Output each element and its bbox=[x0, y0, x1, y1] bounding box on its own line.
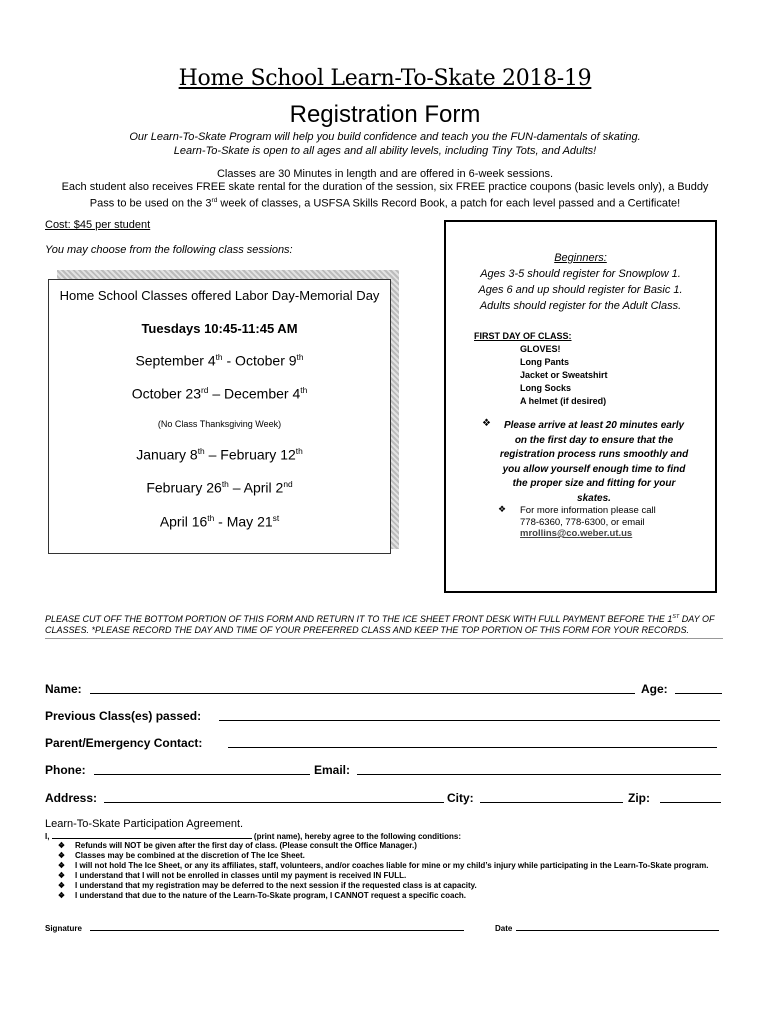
email-label: Email: bbox=[314, 763, 351, 777]
condition-item bbox=[45, 891, 725, 901]
condition-item bbox=[45, 881, 725, 891]
session-time: Tuesdays 10:45-11:45 AM bbox=[141, 321, 298, 336]
diamond-bullet-icon: ❖ bbox=[57, 891, 65, 900]
session-date: January 8th – February 12th bbox=[136, 446, 303, 463]
zip-label: Zip: bbox=[628, 791, 650, 805]
diamond-bullet-icon: ❖ bbox=[57, 861, 65, 870]
condition-text: I understand that my registration may be deferred to the next session if the requested class is at capacity. bbox=[75, 881, 477, 890]
email-link[interactable]: mrollins@co.weber.ut.us bbox=[520, 528, 633, 539]
diamond-bullet-icon: ❖ bbox=[482, 418, 491, 429]
beginners-heading: Beginners: bbox=[554, 252, 607, 264]
arrive-line: on the first day to ensure that the bbox=[514, 434, 674, 446]
choose-text: You may choose from the following class sessions: bbox=[45, 244, 293, 256]
phone-field[interactable] bbox=[94, 762, 310, 775]
city-field[interactable] bbox=[480, 790, 623, 803]
date-field[interactable] bbox=[516, 922, 719, 931]
session-date: February 26th – April 2nd bbox=[146, 479, 293, 496]
session-date: October 23rd – December 4th bbox=[131, 385, 308, 402]
more-info bbox=[520, 505, 656, 540]
intro-line: Learn-To-Skate is open to all ages and all ability levels, including Tiny Tots, and Adults! bbox=[173, 145, 597, 157]
session-date: April 16th - May 21st bbox=[159, 513, 280, 530]
beginners-line: Adults should register for the Adult Class. bbox=[479, 300, 682, 312]
beginners-line: Ages 6 and up should register for Basic 1. bbox=[478, 284, 683, 296]
first-day-item: A helmet (if desired) bbox=[520, 396, 607, 406]
instruction-line: CLASSES. *PLEASE RECORD THE DAY AND TIME OF YOUR PREFERRED CLASS AND KEEP THE TOP PORTION OF THIS FORM FOR YOUR RECORDS. bbox=[45, 625, 689, 635]
first-day-list bbox=[520, 343, 608, 408]
condition-text: Classes may be combined at the discretion of The Ice Sheet. bbox=[75, 851, 305, 860]
agreement-intro-suffix: (print name), hereby agree to the following conditions: bbox=[253, 832, 462, 841]
sessions-heading: Home School Classes offered Labor Day-Memorial Day bbox=[59, 288, 380, 303]
print-name-field[interactable] bbox=[52, 831, 252, 839]
condition-text: I understand that due to the nature of the Learn-To-Skate program, I CANNOT request a specific coach. bbox=[75, 891, 467, 900]
age-label: Age: bbox=[641, 682, 668, 696]
diamond-bullet-icon: ❖ bbox=[498, 504, 507, 514]
arrive-line: skates. bbox=[577, 492, 611, 504]
diamond-bullet-icon: ❖ bbox=[57, 881, 65, 890]
name-label: Name: bbox=[45, 682, 82, 696]
condition-text: I understand that I will not be enrolled in classes until my payment is received IN FULL. bbox=[75, 871, 407, 880]
address-label: Address: bbox=[45, 791, 98, 805]
phone-label: Phone: bbox=[45, 763, 86, 777]
previous-classes-field[interactable] bbox=[219, 708, 720, 721]
class-info-line: Each student also receives FREE skate rental for the duration of the session, six FREE practice coupons (basic levels only), a Buddy bbox=[61, 181, 709, 193]
arrive-note bbox=[494, 419, 694, 506]
address-field[interactable] bbox=[104, 790, 444, 803]
cut-instructions bbox=[45, 612, 735, 636]
beginners-box bbox=[444, 220, 717, 593]
session-date: September 4th - October 9th bbox=[135, 352, 304, 369]
age-field[interactable] bbox=[675, 681, 722, 694]
intro-text bbox=[60, 130, 710, 158]
conditions-list bbox=[45, 841, 725, 901]
cut-line-divider bbox=[45, 638, 723, 639]
diamond-bullet-icon: ❖ bbox=[57, 841, 65, 850]
more-info-line: For more information please call bbox=[520, 505, 656, 516]
condition-item bbox=[45, 841, 725, 851]
more-info-line: 778-6360, 778-6300, or email bbox=[520, 516, 645, 528]
arrive-line: you allow yourself enough time to find bbox=[502, 463, 686, 475]
arrive-line: Please arrive at least 20 minutes early bbox=[503, 420, 685, 431]
cost-text: Cost: $45 per student bbox=[45, 219, 151, 231]
first-day-heading: FIRST DAY OF CLASS: bbox=[474, 331, 572, 341]
condition-item bbox=[45, 871, 725, 881]
intro-line: Our Learn-To-Skate Program will help you build confidence and teach you the FUN-damentals of skating. bbox=[129, 131, 641, 143]
first-day-item: Long Socks bbox=[520, 383, 572, 393]
diamond-bullet-icon: ❖ bbox=[57, 871, 65, 880]
beginners-line: Ages 3-5 should register for Snowplow 1. bbox=[480, 268, 681, 280]
page-title: Home School Learn-To-Skate 2018-19 bbox=[178, 66, 592, 91]
email-field[interactable] bbox=[357, 762, 721, 775]
condition-item bbox=[45, 851, 725, 861]
previous-classes-label: Previous Class(es) passed: bbox=[45, 709, 202, 723]
session-note: (No Class Thanksgiving Week) bbox=[157, 419, 282, 429]
zip-field[interactable] bbox=[660, 790, 721, 803]
sessions-box bbox=[48, 279, 391, 554]
class-info-line: Pass to be used on the 3rd week of classes, a USFSA Skills Record Book, a patch for each level passed and a Certificate! bbox=[89, 197, 681, 210]
name-field[interactable] bbox=[90, 681, 635, 694]
condition-text: Refunds will NOT be given after the first day of class. (Please consult the Office Manager.) bbox=[75, 841, 417, 850]
condition-text: I will not hold The Ice Sheet, or any its affiliates, staff, volunteers, and/or coaches liable for mine or my child’s injury while participating in the Learn-To-Skate program. bbox=[75, 861, 709, 870]
class-info-line: Classes are 30 Minutes in length and are offered in 6-week sessions. bbox=[216, 168, 554, 180]
instruction-line: PLEASE CUT OFF THE BOTTOM PORTION OF THIS FORM AND RETURN IT TO THE ICE SHEET FRONT DESK WITH FULL PAYMENT BEFORE THE 1ST DAY OF bbox=[45, 614, 715, 624]
condition-item bbox=[45, 861, 725, 871]
first-day-item: Long Pants bbox=[520, 357, 569, 367]
date-label: Date bbox=[495, 924, 513, 933]
form-subtitle: Registration Form bbox=[289, 101, 481, 128]
class-info bbox=[40, 168, 730, 211]
diamond-bullet-icon: ❖ bbox=[57, 851, 65, 860]
signature-label: Signature bbox=[45, 924, 82, 933]
arrive-line: the proper size and fitting for your bbox=[512, 478, 676, 489]
arrive-line: registration process runs smoothly and bbox=[499, 449, 689, 460]
first-day-item: GLOVES! bbox=[520, 344, 561, 354]
parent-contact-label: Parent/Emergency Contact: bbox=[45, 736, 203, 750]
signature-field[interactable] bbox=[90, 922, 464, 931]
city-label: City: bbox=[447, 791, 474, 805]
first-day-item: Jacket or Sweatshirt bbox=[520, 370, 608, 380]
parent-contact-field[interactable] bbox=[228, 735, 717, 748]
agreement-intro-prefix: I, bbox=[45, 832, 50, 841]
agreement-title: Learn-To-Skate Participation Agreement. bbox=[45, 818, 244, 830]
